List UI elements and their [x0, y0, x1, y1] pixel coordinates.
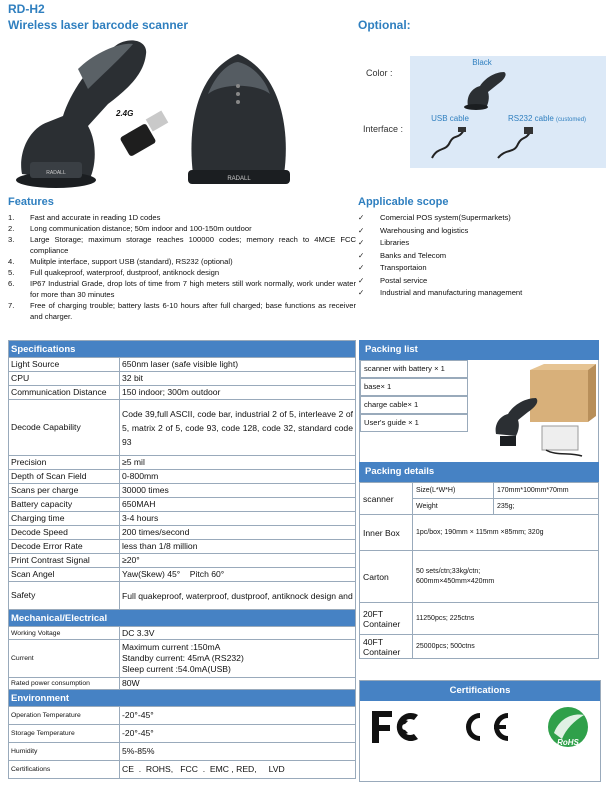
model-title: RD-H2	[8, 2, 45, 16]
specifications-header: Specifications	[9, 341, 356, 358]
product-name: Wireless laser barcode scanner	[8, 18, 188, 32]
black-scanner-icon	[460, 68, 510, 110]
list-item: User's guide × 1	[360, 414, 468, 432]
mechanical-header: Mechanical/Electrical	[9, 610, 356, 627]
table-row: Communication Distance 150 indoor; 300m outdoor	[9, 386, 356, 400]
list-item: ✓ Postal service	[358, 275, 606, 288]
certifications-box	[359, 680, 601, 782]
table-row: 40FT Container 25000pcs; 500ctns	[360, 635, 599, 659]
package-contents-image	[486, 364, 596, 458]
table-row: Rated power consumption 80W	[9, 678, 356, 690]
table-row: Working Voltage DC 3.3V	[9, 627, 356, 640]
table-row: Scan Angel Yaw(Skew) 45° Pitch 60°	[9, 568, 356, 582]
scope-list	[358, 212, 606, 300]
optional-box	[410, 56, 606, 168]
list-item: ✓ Comercial POS system(Supermarkets)	[358, 212, 606, 225]
interface-label: Interface :	[363, 124, 404, 134]
rs232-cable-icon	[494, 126, 534, 162]
table-row: 20FT Container 11250pcs; 225ctns	[360, 603, 599, 635]
table-row: Decode Speed 200 times/second	[9, 526, 356, 540]
list-item: 4. Mulitple interface, support USB (standard), RS232 (optional)	[8, 257, 233, 266]
check-icon: ✓	[358, 238, 365, 247]
table-row: Carton 50 sets/ctn;33kg/ctn; 600mm×450mm×420mm	[360, 551, 599, 603]
list-item: charge cable× 1	[360, 396, 468, 414]
check-icon: ✓	[358, 263, 365, 272]
table-row: Weight 235g;	[360, 499, 599, 515]
packing-list	[359, 340, 599, 463]
packing-details-header: Packing details	[359, 462, 599, 482]
list-item: ✓ Industrial and manufacturing management	[358, 287, 606, 300]
list-item: 5. Full quakeproof, waterproof, dustproof, antiknock design	[8, 268, 220, 277]
specifications-table	[8, 340, 356, 779]
charging-base-image	[188, 54, 290, 184]
list-item: ✓ Warehousing and logistics	[358, 225, 606, 238]
features-list	[8, 212, 356, 322]
list-item: ✓ Transportaion	[358, 262, 606, 275]
list-item: base× 1	[360, 378, 468, 396]
check-icon: ✓	[358, 213, 365, 222]
ce-logo-icon	[456, 707, 516, 747]
optional-title: Optional:	[358, 18, 411, 32]
usb-cable-label: USB cable	[431, 114, 469, 123]
list-item: scanner with battery × 1	[360, 360, 468, 378]
usb-cable-icon	[428, 126, 468, 162]
table-row: Battery capacity 650MAH	[9, 498, 356, 512]
table-row: Storage Temperature -20°-45°	[9, 725, 356, 743]
certifications-header: Certifications	[360, 681, 600, 701]
check-icon: ✓	[358, 288, 365, 297]
list-item: ✓ Libraries	[358, 237, 606, 250]
packing-details	[359, 462, 599, 659]
list-item: ✓ Banks and Telecom	[358, 250, 606, 263]
packing-details-table	[359, 482, 599, 659]
rohs-logo-text: RoHS	[557, 738, 579, 747]
packing-list-header: Packing list	[359, 340, 599, 360]
table-row: Inner Box 1pc/box; 190mm × 115mm ×85mm; 320g	[360, 515, 599, 551]
brand-text-handheld: RADALL	[46, 170, 66, 176]
check-icon: ✓	[358, 275, 365, 285]
table-row: Current Maximum current :150mA Standby current: 45mA (RS232) Sleep current :54.0mA(USB)	[9, 640, 356, 678]
environment-header: Environment	[9, 690, 356, 707]
table-row: CPU 32 bit	[9, 372, 356, 386]
table-row: Certifications CE . ROHS, FCC . EMC , RED, LVD	[9, 761, 356, 779]
brand-text-base: RADALL	[227, 176, 251, 182]
table-row: Decode Capability Code 39,full ASCII, code bar, industrial 2 of 5, interleave 2 of 5, matrix 2 of 5, code 93, code 128, code 32, standard code 93	[9, 400, 356, 456]
table-row: Humidity 5%-85%	[9, 743, 356, 761]
table-row: Light Source 650nm laser (safe visible light)	[9, 358, 356, 372]
list-item: 6. IP67 Industrial Grade, drop lots of time from 7 high meters still work normally, work under water for more than 30 minutes	[8, 279, 356, 299]
list-item: 3. Large Storage; maximum storage reaches 100000 codes; memory reach to 4MCE FCC compliance	[8, 235, 356, 255]
table-row: Depth of Scan Field 0-800mm	[9, 470, 356, 484]
list-item: 1. Fast and accurate in reading 1D codes	[8, 213, 161, 222]
color-label: Color :	[366, 68, 393, 78]
rohs-logo-icon	[544, 703, 592, 751]
scope-title: Applicable scope	[358, 196, 449, 208]
list-item: 2. Long communication distance; 50m indoor and 100-150m outdoor	[8, 224, 252, 233]
table-row: Decode Error Rate less than 1/8 million	[9, 540, 356, 554]
table-row: Print Contrast Signal ≥20°	[9, 554, 356, 568]
check-icon: ✓	[358, 250, 365, 260]
table-row: Operation Temperature -20°-45°	[9, 707, 356, 725]
color-value: Black	[472, 58, 492, 67]
fcc-logo-icon	[368, 707, 428, 747]
check-icon: ✓	[358, 225, 365, 235]
table-row: scanner Size(L*W*H) 170mm*100mm*70mm	[360, 483, 599, 499]
rs232-cable-label: RS232 cable (customed)	[507, 114, 587, 123]
dongle-label: 2.4G	[116, 109, 134, 118]
table-row: Precision ≥5 mil	[9, 456, 356, 470]
features-title: Features	[8, 196, 54, 208]
table-row: Safety Full quakeproof, waterproof, dustproof, antiknock design and	[9, 582, 356, 610]
table-row: Scans per charge 30000 times	[9, 484, 356, 498]
table-row: Charging time 3-4 hours	[9, 512, 356, 526]
product-images	[8, 34, 348, 190]
list-item: 7. Free of charging trouble; battery lasts 6-10 hours after full charged; base functions as receiver and charger.	[8, 301, 356, 321]
